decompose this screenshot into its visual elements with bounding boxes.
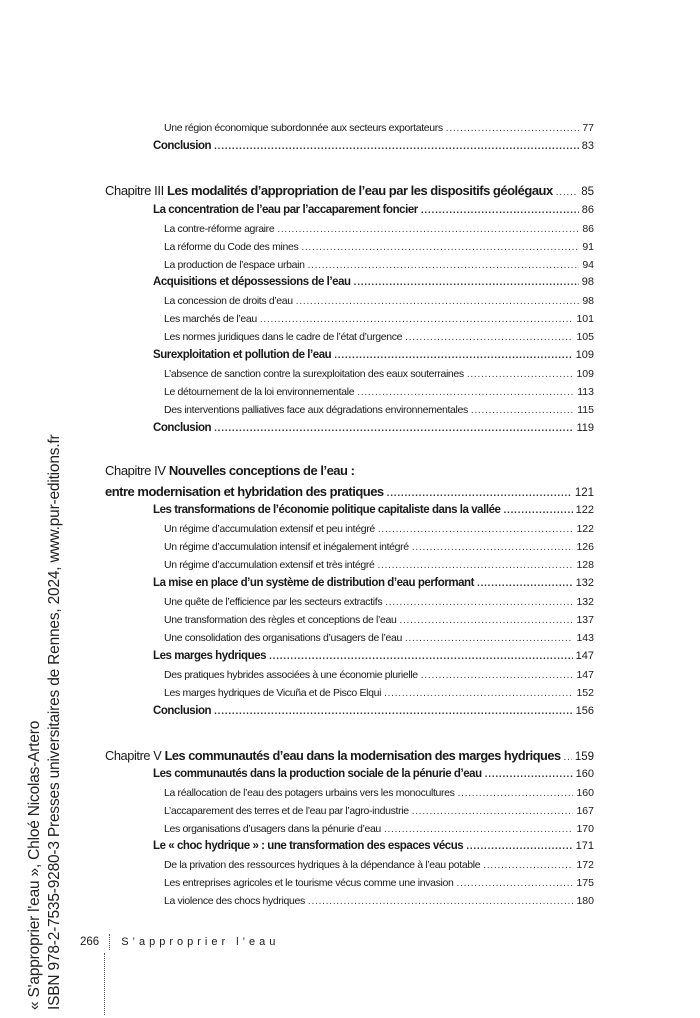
toc-entry: Une région économique subordonnée aux secteurs exportateurs . . . 77 [164,122,594,134]
toc-entry: Une transformation des règles et conceptions de l’eau . . . 137 [164,614,594,626]
toc-entry: Les transformations de l’économie politique capitaliste dans la vallée . . . 122 [153,504,594,516]
toc-entry: Un régime d’accumulation extensif et peu intégré . . . 122 [164,523,594,535]
side-watermark [24,0,104,1018]
toc-entry: Les organisations d’usagers dans la pénurie d’eau . . . 170 [164,823,594,835]
toc-entry: Le détournement de la loi environnementale . . . 113 [164,386,594,398]
toc-entry: Les entreprises agricoles et le tourisme vécus comme une invasion . . . 175 [164,877,594,889]
toc-entry: Les normes juridiques dans le cadre de l’état d’urgence . . . 105 [164,331,594,343]
toc-entry: Un régime d’accumulation extensif et très intégré . . . 128 [164,559,594,571]
toc-entry: L’absence de sanction contre la surexploitation des eaux souterraines . . . 109 [164,368,594,380]
page-number: 266 [80,936,100,948]
toc-entry: Le « choc hydrique » : une transformation des espaces vécus . . . 171 [153,840,594,852]
side-citation: « S'approprier l'eau », Chloé Nicolas-Artero [26,720,43,1010]
toc-entry: Un régime d’accumulation intensif et inégalement intégré . . . 126 [164,541,594,553]
toc-entry: La concession de droits d’eau . . . 98 [164,295,594,307]
toc-entry: Surexploitation et pollution de l’eau . . . 109 [153,349,594,361]
toc-entry: La contre-réforme agraire . . . 86 [164,223,594,235]
toc-entry: La réforme du Code des mines . . . 91 [164,241,594,253]
toc-entry: La réallocation de l’eau des potagers urbains vers les monocultures . . . 160 [164,787,594,799]
toc-entry: La mise en place d’un système de distribution d’eau performant . . . 132 [153,577,594,589]
chapter-heading: Chapitre V Les communautés d’eau dans la modernisation des marges hydriques . . . 159 [105,748,594,763]
side-isbn: ISBN 978-2-7535-9280-3 Presses universitaires de Rennes, 2024, www.pur-editions.fr [46,434,63,1010]
toc-entry: Conclusion . . . 119 [153,422,594,434]
toc-entry: Acquisitions et dépossessions de l’eau . . . 98 [153,276,594,288]
toc-entry: La production de l’espace urbain . . . 94 [164,259,594,271]
chapter-heading: Chapitre III Les modalités d’appropriation de l’eau par les dispositifs géolégaux . . . 85 [105,183,594,198]
toc-entry: La violence des chocs hydriques . . . 180 [164,895,594,907]
toc-entry: Une quête de l’efficience par les secteurs extractifs . . . 132 [164,596,594,608]
chapter-heading-continued: entre modernisation et hybridation des pratiques . . . 121 [105,484,594,499]
footer-divider [109,934,111,950]
toc-entry: Une consolidation des organisations d’usagers de l’eau . . . 143 [164,632,594,644]
toc-entry: Les marges hydriques . . . 147 [153,650,594,662]
toc-entry: Conclusion . . . 156 [153,705,594,717]
toc-entry: Des interventions palliatives face aux dégradations environnementales . . . 115 [164,404,594,416]
toc-entry: Des pratiques hybrides associées à une économie plurielle . . . 147 [164,669,594,681]
toc-entry: Conclusion . . . 83 [153,140,594,152]
margin-rule [104,953,105,1015]
toc-entry: Les marges hydriques de Vicuña et de Pisco Elqui . . . 152 [164,687,594,699]
toc-entry: La concentration de l’eau par l’accaparement foncier . . . 86 [153,204,594,216]
toc-entry: Les marchés de l’eau . . . 101 [164,313,594,325]
toc-entry: L’accaparement des terres et de l’eau par l’agro-industrie . . . 167 [164,805,594,817]
chapter-heading: Chapitre IV Nouvelles conceptions de l’eau : [105,463,355,478]
toc-entry: De la privation des ressources hydriques à la dépendance à l’eau potable . . . 172 [164,859,594,871]
running-title: S’approprier l’eau [121,936,280,948]
page-footer [80,934,279,950]
toc-entry: Les communautés dans la production sociale de la pénurie d’eau . . . 160 [153,768,594,780]
